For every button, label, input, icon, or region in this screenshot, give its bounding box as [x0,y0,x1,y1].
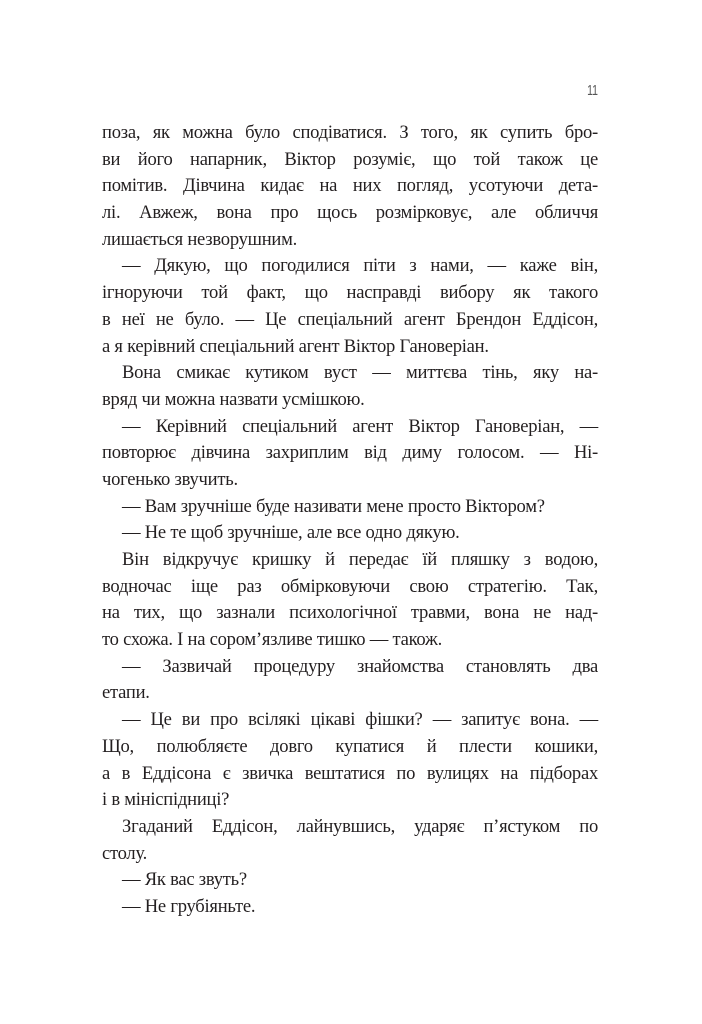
text-line: на тих, що зазнали психологічної травми, вона не над- [102,602,598,624]
text-line: — Керівний спеціальний агент Віктор Гановеріан, — [122,415,598,437]
text-line: — Не грубіяньте. [122,895,256,917]
text-line: — Це ви про всілякі цікаві фішки? — запитує вона. — [122,709,598,731]
text-line: Він відкручує кришку й передає їй пляшку з водою, [122,549,598,570]
text-line: етапи. [102,682,150,704]
text-line: в неї не було. — Це спеціальний агент Брендон Еддісон, [102,308,598,330]
body-text [102,120,598,921]
text-line: столу. [102,842,148,864]
text-line: а я керівний спеціальний агент Віктор Гановеріан. [102,335,489,357]
text-line: повторює дівчина захриплим від диму голосом. — Ні- [102,442,598,464]
page-number: 11 [587,82,598,99]
text-line: поза, як можна було сподіватися. З того, як супить бро- [102,122,598,143]
text-line: і в мініспідниці? [102,789,230,811]
text-line: Що, полюбляєте довго купатися й плести кошики, [102,735,598,757]
text-line: лі. Авжеж, вона про щось розмірковує, але обличчя [102,202,598,224]
text-line: — Не те щоб зручніше, але все одно дякую. [122,522,460,544]
text-line: а в Еддісона є звичка вештатися по вулицях на підборах [102,762,598,784]
text-line: ігноруючи той факт, що насправді вибору як такого [102,282,598,304]
text-line: Вона смикає кутиком вуст — миттєва тінь, яку на- [122,362,598,384]
text-line: вряд чи можна назвати усмішкою. [102,388,365,410]
text-line: — Як вас звуть? [122,869,247,891]
text-line: — Вам зручніше буде називати мене просто Віктором? [122,495,545,517]
text-line: чогенько звучить. [102,468,238,490]
text-line: — Зазвичай процедуру знайомства становлять два [122,655,598,677]
text-line: лишається незворушним. [102,228,298,250]
text-line: Згаданий Еддісон, лайнувшись, ударяє п’ястуком по [122,815,598,837]
text-line: помітив. Дівчина кидає на них погляд, усотуючи дета- [102,175,598,197]
text-line: то схожа. І на сором’язливе тишко — також. [102,629,442,651]
text-line: — Дякую, що погодилися піти з нами, — каже він, [122,255,598,277]
text-line: водночас іще раз обмірковуючи свою стратегію. Так, [102,575,598,597]
text-line: ви його напарник, Віктор розуміє, що той також це [102,148,598,170]
